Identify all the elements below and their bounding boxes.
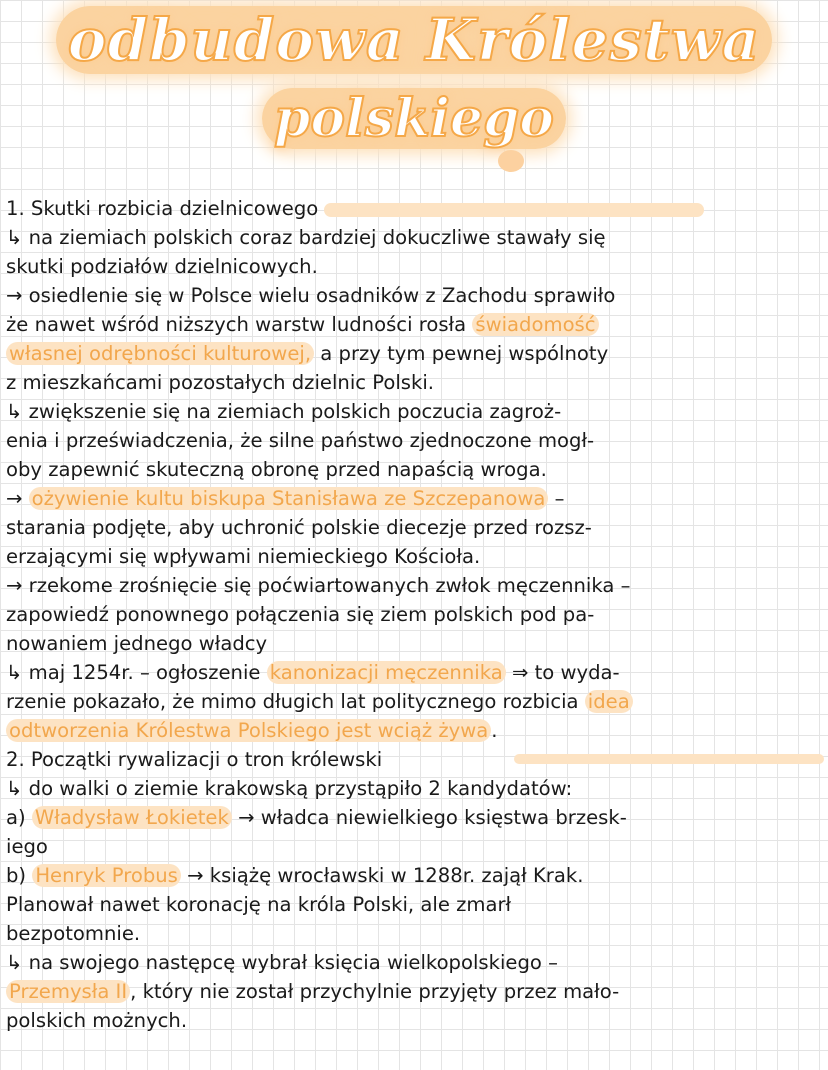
highlighted-text: świadomość (472, 313, 598, 336)
highlighted-text: Henryk Probus (32, 864, 181, 887)
note-line (6, 803, 824, 832)
note-text: → książę wrocławski w 1288r. zajął Krak. (180, 864, 584, 887)
note-text: 2. Początki rywalizacji o tron królewski (6, 748, 383, 771)
note-line (6, 716, 824, 745)
note-text: → (6, 487, 29, 510)
note-text: → osiedlenie się w Polsce wielu osadników z Zachodu sprawiło (6, 284, 616, 307)
note-line (6, 1006, 824, 1035)
note-text: ↳ zwiększenie się na ziemiach polskich poczucia zagroż- (6, 400, 562, 423)
highlighted-text: odtworzenia Królestwa Polskiego jest wciąż żywa (6, 719, 491, 742)
note-text: iego (6, 835, 48, 858)
note-line (6, 629, 824, 658)
note-line (6, 397, 824, 426)
note-text: a przy tym pewnej wspólnoty (314, 342, 609, 365)
note-text: . (491, 719, 498, 742)
note-line (6, 484, 824, 513)
note-line (6, 339, 824, 368)
title-line-2-text: polskiego (262, 88, 566, 149)
note-text: że nawet wśród niższych warstw ludności rosła (6, 313, 473, 336)
note-text: rzenie pokazało, że mimo długich lat politycznego rozbicia (6, 690, 585, 713)
note-line (6, 426, 824, 455)
note-text: , który nie został przychylnie przyjęty przez mało- (130, 980, 620, 1003)
note-line (6, 861, 824, 890)
note-line (6, 745, 824, 774)
note-line (6, 832, 824, 861)
highlighted-text: własnej odrębności kulturowej, (6, 342, 314, 365)
highlighted-text: idea (585, 690, 633, 713)
note-text: enia i przeświadczenia, że silne państwo zjednoczone mogł- (6, 429, 595, 452)
note-line (6, 774, 824, 803)
note-text: ↳ do walki o ziemie krakowską przystąpiło 2 kandydatów: (6, 777, 573, 800)
highlighted-text: kanonizacji męczennika (267, 661, 506, 684)
note-line (6, 542, 824, 571)
note-line (6, 977, 824, 1006)
note-line (6, 281, 824, 310)
note-text: a) (6, 806, 32, 829)
highlighted-text: Przemysła II (6, 980, 130, 1003)
notes-body (6, 194, 824, 1035)
note-text: polskich możnych. (6, 1009, 188, 1032)
title-line-1-text: odbudowa Królestwa (56, 6, 772, 74)
note-text: ⇒ to wyda- (505, 661, 620, 684)
note-line (6, 310, 824, 339)
page-title (0, 0, 828, 190)
title-decoration (498, 150, 524, 172)
note-line (6, 948, 824, 977)
note-line (6, 571, 824, 600)
note-line (6, 658, 824, 687)
title-line-2 (0, 88, 828, 149)
note-line (6, 252, 824, 281)
highlighted-text: ożywienie kultu biskupa Stanisława ze Szczepanowa (29, 487, 549, 510)
note-text: oby zapewnić skuteczną obronę przed napaścią wroga. (6, 458, 547, 481)
note-line (6, 455, 824, 484)
note-text: Planował nawet koronację na króla Polski, ale zmarł (6, 893, 512, 916)
note-text: skutki podziałów dzielnicowych. (6, 255, 318, 278)
heading-underline-bar (324, 203, 704, 217)
note-line (6, 919, 824, 948)
note-line (6, 513, 824, 542)
note-text: ↳ na ziemiach polskich coraz bardziej dokuczliwe stawały się (6, 226, 606, 249)
note-line (6, 600, 824, 629)
note-text: zapowiedź ponownego połączenia się ziem polskich pod pa- (6, 603, 595, 626)
note-text: → rzekome zrośnięcie się poćwiartowanych zwłok męczennika – (6, 574, 631, 597)
highlighted-text: Władysław Łokietek (32, 806, 232, 829)
note-line (6, 194, 824, 223)
note-text: erzającymi się wpływami niemieckiego Kościoła. (6, 545, 481, 568)
note-text: bezpotomnie. (6, 922, 141, 945)
note-text: ↳ na swojego następcę wybrał księcia wielkopolskiego – (6, 951, 558, 974)
note-text: ↳ maj 1254r. – ogłoszenie (6, 661, 267, 684)
title-line-1 (0, 6, 828, 74)
note-line (6, 223, 824, 252)
note-text: 1. Skutki rozbicia dzielnicowego (6, 197, 319, 220)
note-text: z mieszkańcami pozostałych dzielnic Polski. (6, 371, 435, 394)
heading-underline-bar (514, 754, 824, 764)
note-text: → władca niewielkiego księstwa brzesk- (231, 806, 627, 829)
note-text: nowaniem jednego władcy (6, 632, 268, 655)
note-line (6, 890, 824, 919)
note-text: b) (6, 864, 33, 887)
note-line (6, 687, 824, 716)
note-text: – (548, 487, 565, 510)
note-line (6, 368, 824, 397)
note-text: starania podjęte, aby uchronić polskie diecezje przed rozsz- (6, 516, 592, 539)
